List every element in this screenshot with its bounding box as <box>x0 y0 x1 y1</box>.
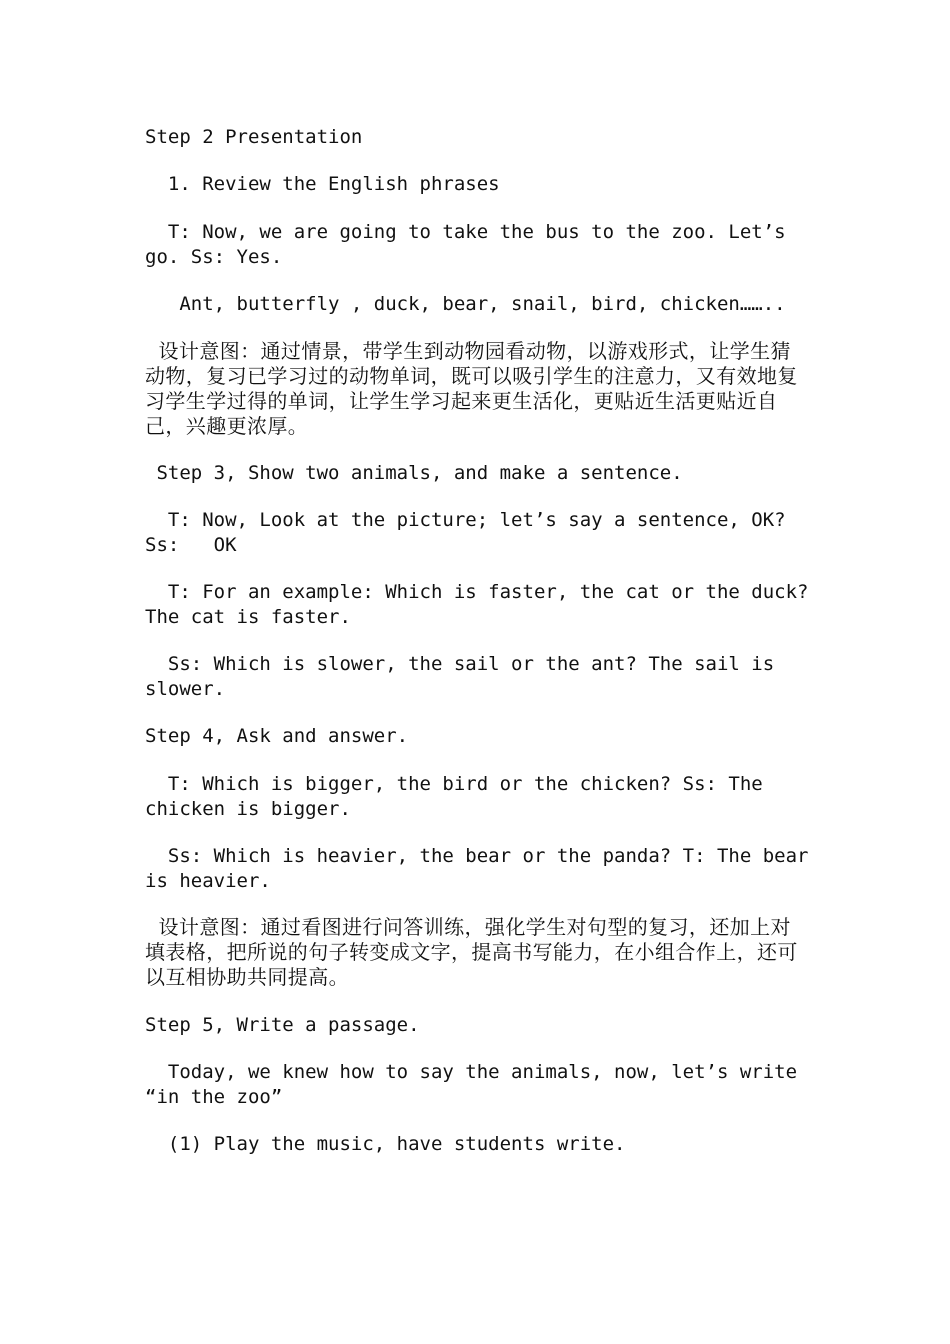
review-phrases-item: 1. Review the English phrases <box>145 173 500 195</box>
animal-word-list: Ant, butterfly , duck, bear, snail, bird, chicken…….. <box>145 293 786 315</box>
dialogue-heavier-example: Ss: Which is heavier, the bear or the panda? T: The bear is heavier. <box>145 845 820 892</box>
write-passage-instruction: Today, we knew how to say the animals, now, let’s write “in the zoo” <box>145 1061 809 1108</box>
design-intent-paragraph-2: 设计意图：通过看图进行问答训练，强化学生对句型的复习，还加上对填表格，把所说的句子转变成文字，提高书写能力，在小组合作上，还可以互相协助共同提高。 <box>145 915 798 989</box>
dialogue-bigger-example: T: Which is bigger, the bird or the chicken? Ss: The chicken is bigger. <box>145 773 775 820</box>
play-music-item: (1) Play the music, have students write. <box>145 1133 626 1155</box>
step-4-heading: Step 4, Ask and answer. <box>145 725 409 747</box>
dialogue-slower-example: Ss: Which is slower, the sail or the ant? The sail is slower. <box>145 653 786 700</box>
step-3-heading: Step 3, Show two animals, and make a sentence. <box>145 462 683 484</box>
dialogue-bus-zoo: T: Now, we are going to take the bus to the zoo. Let’s go. Ss: Yes. <box>145 221 798 268</box>
step-5-heading: Step 5, Write a passage. <box>145 1014 420 1036</box>
step-2-heading: Step 2 Presentation <box>145 126 363 148</box>
design-intent-paragraph-1: 设计意图：通过情景，带学生到动物园看动物，以游戏形式，让学生猜动物，复习已学习过的动物单词，既可以吸引学生的注意力，又有效地复习学生学过得的单词，让学生学习起来更生活化，更贴近生活更贴近自己，兴趣更浓厚。 <box>145 339 798 438</box>
dialogue-look-picture: T: Now, Look at the picture; let’s say a sentence, OK? Ss: OK <box>145 509 798 556</box>
dialogue-faster-example: T: For an example: Which is faster, the cat or the duck? The cat is faster. <box>145 581 820 628</box>
